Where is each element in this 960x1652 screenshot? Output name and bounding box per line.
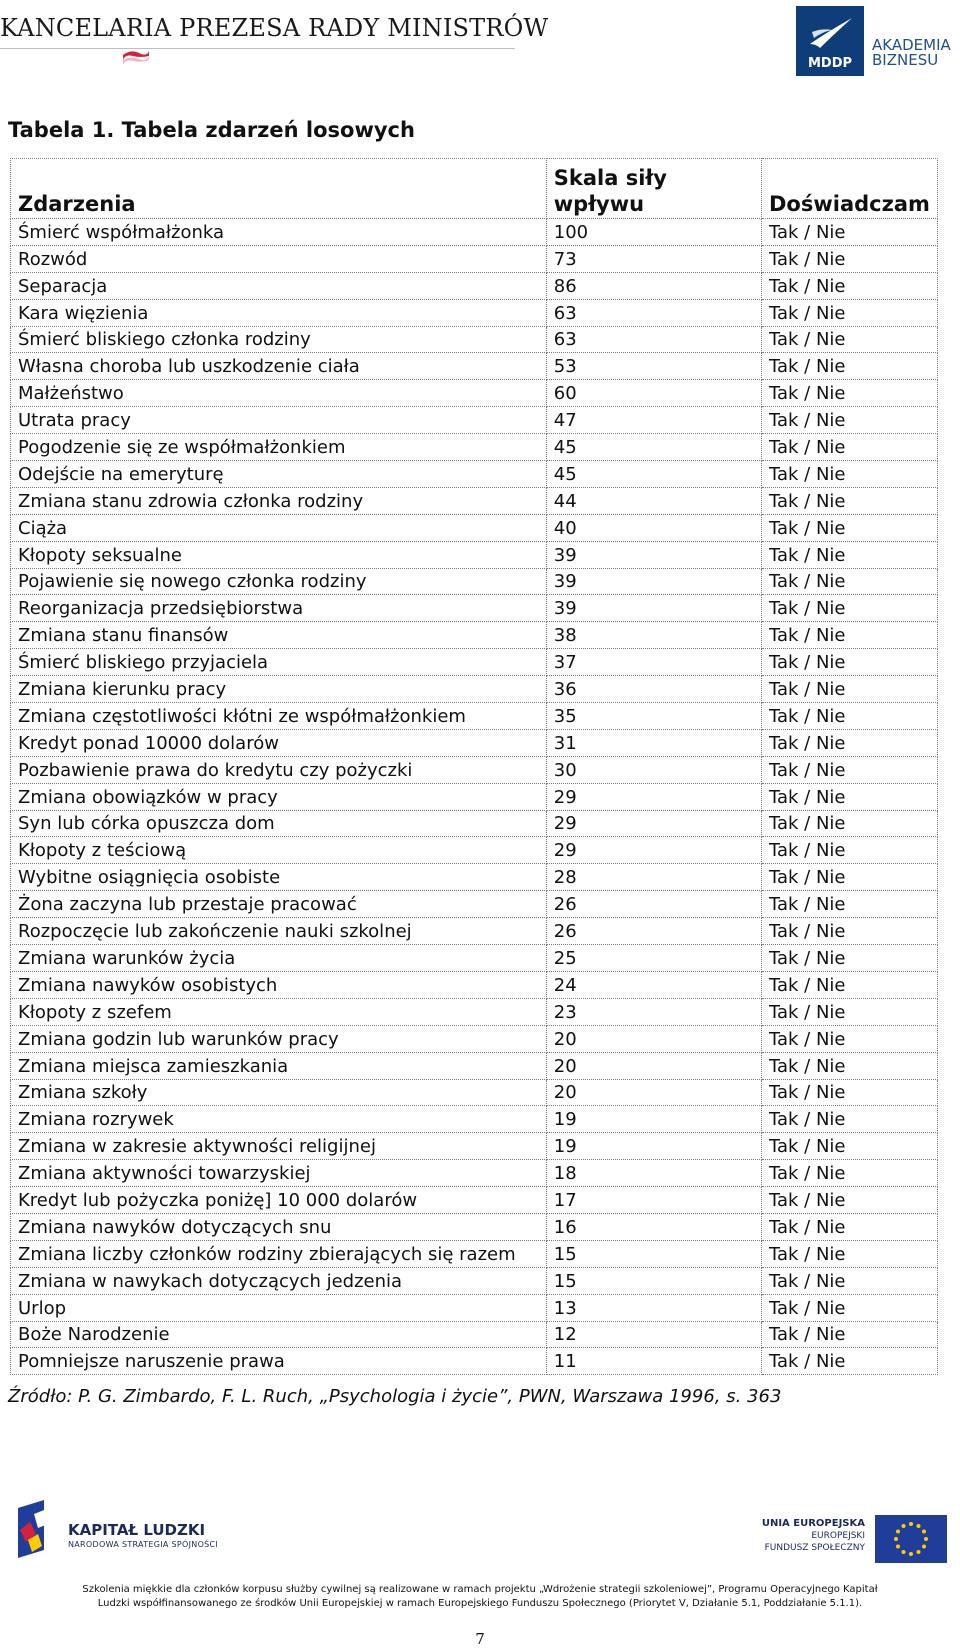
event-cell: Żona zaczyna lub przestaje pracować: [11, 891, 547, 918]
scale-cell: 25: [546, 945, 761, 972]
answer-cell: Tak / Nie: [761, 810, 937, 837]
scale-cell: 39: [546, 595, 761, 622]
header-events: Zdarzenia: [11, 159, 547, 219]
answer-cell: Tak / Nie: [761, 1025, 937, 1052]
kapital-ludzki-subtitle: NARODOWA STRATEGIA SPÓJNOŚCI: [68, 1540, 219, 1549]
table-row: [11, 568, 938, 595]
scale-cell: 26: [546, 891, 761, 918]
scale-cell: 15: [546, 1267, 761, 1294]
scale-cell: 20: [546, 1025, 761, 1052]
footer-note-line2: Ludzki współfinansowanego ze środków Unii Europejskiej w ramach Europejskiego Funduszu Społecznego (Priorytet V, Działanie 5.1, Poddziałanie 5.1.1).: [97, 1598, 863, 1609]
eu-label-line1: UNIA EUROPEJSKA: [761, 1518, 865, 1529]
scale-cell: 13: [546, 1294, 761, 1321]
footer-note-line1: Szkolenia miękkie dla członków korpusu służby cywilnej są realizowane w ramach projektu „Wdrożenie strategii szkoleniowej”, Programu Operacyjnego Kapitał: [82, 1584, 878, 1595]
answer-cell: Tak / Nie: [761, 703, 937, 730]
table-row: [11, 353, 938, 380]
table-row: [11, 1294, 938, 1321]
scale-cell: 60: [546, 380, 761, 407]
table-header-row: [11, 159, 938, 219]
scale-cell: 30: [546, 756, 761, 783]
scale-cell: 100: [546, 219, 761, 246]
table-row: [11, 837, 938, 864]
kapital-ludzki-logo-icon: [14, 1500, 58, 1558]
eu-label-line3: FUNDUSZ SPOŁECZNY: [764, 1543, 865, 1553]
answer-cell: Tak / Nie: [761, 219, 937, 246]
scale-cell: 63: [546, 299, 761, 326]
scale-cell: 29: [546, 810, 761, 837]
header-scale: [546, 159, 761, 219]
header-scale-line1: Skala siły: [553, 166, 667, 190]
event-cell: Kredyt lub pożyczka poniżę] 10 000 dolarów: [11, 1187, 547, 1214]
table-row: [11, 541, 938, 568]
table-row: [11, 1267, 938, 1294]
event-cell: Kłopoty seksualne: [11, 541, 547, 568]
answer-cell: Tak / Nie: [761, 461, 937, 488]
answer-cell: Tak / Nie: [761, 918, 937, 945]
answer-cell: Tak / Nie: [761, 1079, 937, 1106]
answer-cell: Tak / Nie: [761, 1187, 937, 1214]
event-cell: Utrata pracy: [11, 407, 547, 434]
answer-cell: Tak / Nie: [761, 1267, 937, 1294]
answer-cell: Tak / Nie: [761, 729, 937, 756]
table-row: [11, 487, 938, 514]
answer-cell: Tak / Nie: [761, 1052, 937, 1079]
table-row: [11, 864, 938, 891]
page-header: [0, 0, 960, 90]
answer-cell: Tak / Nie: [761, 380, 937, 407]
event-cell: Pozbawienie prawa do kredytu czy pożyczki: [11, 756, 547, 783]
eu-star: [922, 1530, 926, 1534]
scale-cell: 24: [546, 971, 761, 998]
event-cell: Zmiana aktywności towarzyskiej: [11, 1160, 547, 1187]
scale-cell: 31: [546, 729, 761, 756]
scale-cell: 45: [546, 461, 761, 488]
event-cell: Zmiana liczby członków rodziny zbierających się razem: [11, 1240, 547, 1267]
scale-cell: 18: [546, 1160, 761, 1187]
answer-cell: Tak / Nie: [761, 1213, 937, 1240]
answer-cell: Tak / Nie: [761, 971, 937, 998]
event-cell: Zmiana szkoły: [11, 1079, 547, 1106]
event-cell: Zmiana obowiązków w pracy: [11, 783, 547, 810]
academy-line1: AKADEMIA: [872, 36, 951, 54]
table-row: [11, 945, 938, 972]
eu-star: [924, 1537, 928, 1541]
answer-cell: Tak / Nie: [761, 649, 937, 676]
event-cell: Ciąża: [11, 514, 547, 541]
eu-label-line2: EUROPEJSKI: [811, 1531, 865, 1541]
event-cell: Zmiana miejsca zamieszkania: [11, 1052, 547, 1079]
answer-cell: Tak / Nie: [761, 1321, 937, 1348]
event-cell: Pogodzenie się ze współmałżonkiem: [11, 434, 547, 461]
event-cell: Zmiana stanu zdrowia członka rodziny: [11, 487, 547, 514]
table-row: [11, 891, 938, 918]
scale-cell: 17: [546, 1187, 761, 1214]
table-title: Tabela 1. Tabela zdarzeń losowych: [8, 118, 415, 142]
event-cell: Pomniejsze naruszenie prawa: [11, 1348, 547, 1375]
table-row: [11, 756, 938, 783]
answer-cell: Tak / Nie: [761, 487, 937, 514]
answer-cell: Tak / Nie: [761, 1160, 937, 1187]
table-row: [11, 1240, 938, 1267]
scale-cell: 39: [546, 568, 761, 595]
mddp-logo: [796, 6, 864, 76]
eu-star: [922, 1545, 926, 1549]
scale-cell: 44: [546, 487, 761, 514]
bird-swoosh-icon: [806, 14, 856, 48]
event-cell: Zmiana stanu finansów: [11, 622, 547, 649]
table-row: [11, 1052, 938, 1079]
header-scale-line2: wpływu: [553, 192, 645, 216]
scale-cell: 86: [546, 272, 761, 299]
event-cell: Zmiana w nawykach dotyczących jedzenia: [11, 1267, 547, 1294]
answer-cell: Tak / Nie: [761, 676, 937, 703]
source-citation: Źródło: P. G. Zimbardo, F. L. Ruch, „Psychologia i życie”, PWN, Warszawa 1996, s. 363: [8, 1386, 782, 1407]
kapital-ludzki-title: KAPITAŁ LUDZKI: [68, 1521, 206, 1539]
scale-cell: 16: [546, 1213, 761, 1240]
answer-cell: Tak / Nie: [761, 272, 937, 299]
answer-cell: Tak / Nie: [761, 783, 937, 810]
table-row: [11, 703, 938, 730]
table-row: [11, 407, 938, 434]
eu-star: [909, 1552, 913, 1556]
scale-cell: 20: [546, 1052, 761, 1079]
answer-cell: Tak / Nie: [761, 837, 937, 864]
answer-cell: Tak / Nie: [761, 434, 937, 461]
answer-cell: Tak / Nie: [761, 514, 937, 541]
table-row: [11, 676, 938, 703]
scale-cell: 37: [546, 649, 761, 676]
event-cell: Zmiana nawyków osobistych: [11, 971, 547, 998]
scale-cell: 29: [546, 837, 761, 864]
event-cell: Kłopoty z szefem: [11, 998, 547, 1025]
institution-name: KANCELARIA PREZESA RADY MINISTRÓW: [0, 14, 549, 42]
academy-line2: BIZNESU: [872, 51, 939, 69]
answer-cell: Tak / Nie: [761, 622, 937, 649]
table-body: [11, 219, 938, 1375]
eu-star: [894, 1537, 898, 1541]
scale-cell: 20: [546, 1079, 761, 1106]
table-row: [11, 998, 938, 1025]
scale-cell: 26: [546, 918, 761, 945]
eu-star: [902, 1524, 906, 1528]
scale-cell: 45: [546, 434, 761, 461]
answer-cell: Tak / Nie: [761, 1240, 937, 1267]
table-row: [11, 622, 938, 649]
scale-cell: 19: [546, 1133, 761, 1160]
page-number: 7: [475, 1630, 485, 1648]
event-cell: Odejście na emeryturę: [11, 461, 547, 488]
table-row: [11, 245, 938, 272]
scale-cell: 28: [546, 864, 761, 891]
event-cell: Śmierć bliskiego przyjaciela: [11, 649, 547, 676]
event-cell: Kara więzienia: [11, 299, 547, 326]
scale-cell: 35: [546, 703, 761, 730]
event-cell: Wybitne osiągnięcia osobiste: [11, 864, 547, 891]
mddp-logo-text: MDDP: [807, 56, 853, 71]
answer-cell: Tak / Nie: [761, 945, 937, 972]
scale-cell: 63: [546, 326, 761, 353]
scale-cell: 38: [546, 622, 761, 649]
event-cell: Małżeństwo: [11, 380, 547, 407]
answer-cell: Tak / Nie: [761, 595, 937, 622]
scale-cell: 73: [546, 245, 761, 272]
event-cell: Śmierć współmałżonka: [11, 219, 547, 246]
event-cell: Syn lub córka opuszcza dom: [11, 810, 547, 837]
table-row: [11, 1133, 938, 1160]
event-cell: Zmiana kierunku pracy: [11, 676, 547, 703]
answer-cell: Tak / Nie: [761, 326, 937, 353]
scale-cell: 29: [546, 783, 761, 810]
answer-cell: Tak / Nie: [761, 864, 937, 891]
event-cell: Śmierć bliskiego członka rodziny: [11, 326, 547, 353]
scale-cell: 40: [546, 514, 761, 541]
table-row: [11, 514, 938, 541]
event-cell: Boże Narodzenie: [11, 1321, 547, 1348]
table-row: [11, 971, 938, 998]
table-row: [11, 1213, 938, 1240]
event-cell: Zmiana rozrywek: [11, 1106, 547, 1133]
table-row: [11, 1321, 938, 1348]
answer-cell: Tak / Nie: [761, 756, 937, 783]
eu-star: [917, 1524, 921, 1528]
event-cell: Zmiana warunków życia: [11, 945, 547, 972]
event-cell: Kredyt ponad 10000 dolarów: [11, 729, 547, 756]
eu-star: [896, 1545, 900, 1549]
answer-cell: Tak / Nie: [761, 568, 937, 595]
table-row: [11, 219, 938, 246]
event-cell: Własna choroba lub uszkodzenie ciała: [11, 353, 547, 380]
answer-cell: Tak / Nie: [761, 1348, 937, 1375]
scale-cell: 19: [546, 1106, 761, 1133]
event-cell: Zmiana nawyków dotyczących snu: [11, 1213, 547, 1240]
event-cell: Urlop: [11, 1294, 547, 1321]
scale-cell: 15: [546, 1240, 761, 1267]
event-cell: Zmiana w zakresie aktywności religijnej: [11, 1133, 547, 1160]
eu-star: [896, 1530, 900, 1534]
table-row: [11, 434, 938, 461]
event-cell: Pojawienie się nowego członka rodziny: [11, 568, 547, 595]
table-row: [11, 810, 938, 837]
table-row: [11, 272, 938, 299]
table-row: [11, 461, 938, 488]
table-row: [11, 649, 938, 676]
scale-cell: 23: [546, 998, 761, 1025]
event-cell: Zmiana godzin lub warunków pracy: [11, 1025, 547, 1052]
table-row: [11, 729, 938, 756]
event-cell: Separacja: [11, 272, 547, 299]
answer-cell: Tak / Nie: [761, 353, 937, 380]
eu-star: [909, 1522, 913, 1526]
table-row: [11, 595, 938, 622]
scale-cell: 36: [546, 676, 761, 703]
table-row: [11, 326, 938, 353]
table-row: [11, 1160, 938, 1187]
event-cell: Rozwód: [11, 245, 547, 272]
header-experience: Doświadczam: [761, 159, 937, 219]
event-cell: Rozpoczęcie lub zakończenie nauki szkolnej: [11, 918, 547, 945]
table-row: [11, 1187, 938, 1214]
answer-cell: Tak / Nie: [761, 1133, 937, 1160]
eu-star: [917, 1550, 921, 1554]
answer-cell: Tak / Nie: [761, 891, 937, 918]
table-row: [11, 783, 938, 810]
answer-cell: Tak / Nie: [761, 998, 937, 1025]
header-divider: [0, 48, 515, 49]
scale-cell: 53: [546, 353, 761, 380]
scale-cell: 11: [546, 1348, 761, 1375]
table-row: [11, 1106, 938, 1133]
table-row: [11, 299, 938, 326]
table-row: [11, 1348, 938, 1375]
answer-cell: Tak / Nie: [761, 1294, 937, 1321]
table-row: [11, 918, 938, 945]
event-cell: Reorganizacja przedsiębiorstwa: [11, 595, 547, 622]
eu-flag-icon: [875, 1515, 947, 1563]
table-row: [11, 380, 938, 407]
eu-star: [902, 1550, 906, 1554]
table-row: [11, 1079, 938, 1106]
polish-flag-icon: [121, 47, 151, 67]
scale-cell: 39: [546, 541, 761, 568]
answer-cell: Tak / Nie: [761, 245, 937, 272]
scale-cell: 47: [546, 407, 761, 434]
table-row: [11, 1025, 938, 1052]
academy-name: [872, 38, 951, 68]
answer-cell: Tak / Nie: [761, 299, 937, 326]
event-cell: Zmiana częstotliwości kłótni ze współmałżonkiem: [11, 703, 547, 730]
answer-cell: Tak / Nie: [761, 407, 937, 434]
scale-cell: 12: [546, 1321, 761, 1348]
answer-cell: Tak / Nie: [761, 1106, 937, 1133]
answer-cell: Tak / Nie: [761, 541, 937, 568]
event-cell: Kłopoty z teściową: [11, 837, 547, 864]
events-table: [10, 158, 938, 1375]
